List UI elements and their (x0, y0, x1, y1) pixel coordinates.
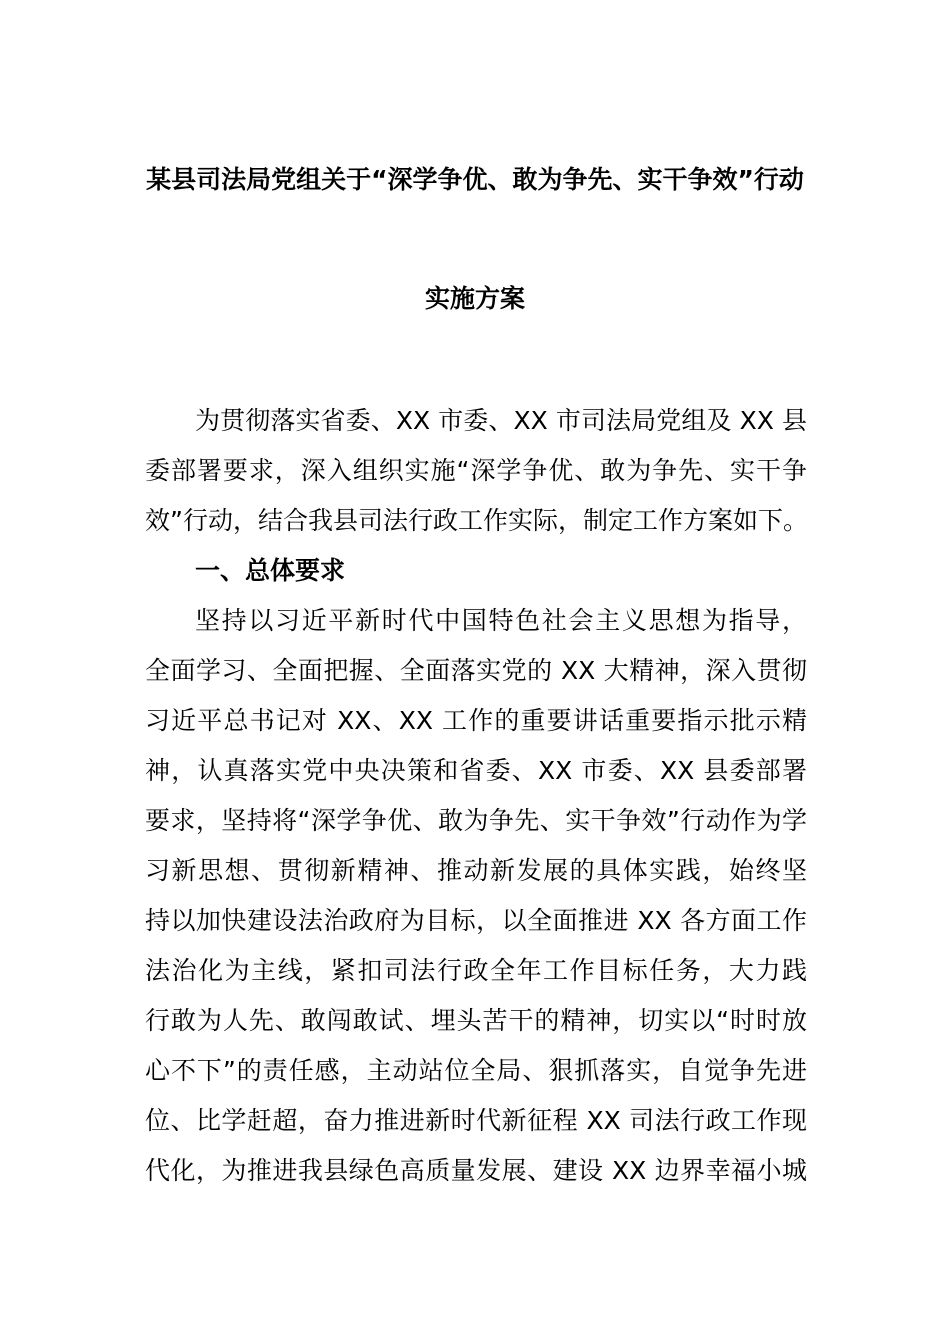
section-heading-overall-requirements: 一、总体要求 (195, 556, 346, 585)
section-paragraph-line: 要求，坚持将“深学争优、敢为争先、实干争效”行动作为学 (145, 806, 807, 835)
section-paragraph-line: 心不下”的责任感，主动站位全局、狠抓落实，自觉争先进 (145, 1056, 807, 1085)
section-paragraph-line: 习新思想、贯彻新精神、推动新发展的具体实践，始终坚 (145, 856, 807, 885)
section-paragraph-line: 坚持以习近平新时代中国特色社会主义思想为指导， (195, 606, 807, 635)
section-paragraph-line: 神，认真落实党中央决策和省委、XX 市委、XX 县委部署 (145, 756, 807, 785)
section-paragraph-line: 全面学习、全面把握、全面落实党的 XX 大精神，深入贯彻 (145, 656, 807, 685)
document-title-line-2: 实施方案 (424, 284, 525, 313)
section-paragraph-line: 法治化为主线，紧扣司法行政全年工作目标任务，大力践 (145, 956, 807, 985)
section-paragraph-line: 位、比学赶超，奋力推进新时代新征程 XX 司法行政工作现 (145, 1106, 807, 1135)
document-title-line-1: 某县司法局党组关于“深学争优、敢为争先、实干争效”行动 (146, 165, 804, 194)
section-paragraph-line: 习近平总书记对 XX、XX 工作的重要讲话重要指示批示精 (145, 706, 807, 735)
intro-paragraph-line: 为贯彻落实省委、XX 市委、XX 市司法局党组及 XX 县 (195, 406, 807, 435)
intro-paragraph-line: 委部署要求，深入组织实施“深学争优、敢为争先、实干争 (145, 456, 807, 485)
intro-paragraph-line: 效”行动，结合我县司法行政工作实际，制定工作方案如下。 (145, 506, 808, 535)
section-paragraph-line: 持以加快建设法治政府为目标，以全面推进 XX 各方面工作 (145, 906, 807, 935)
section-paragraph-line: 代化，为推进我县绿色高质量发展、建设 XX 边界幸福小城 (145, 1156, 807, 1185)
section-paragraph-line: 行敢为人先、敢闯敢试、埋头苦干的精神，切实以“时时放 (145, 1006, 807, 1035)
